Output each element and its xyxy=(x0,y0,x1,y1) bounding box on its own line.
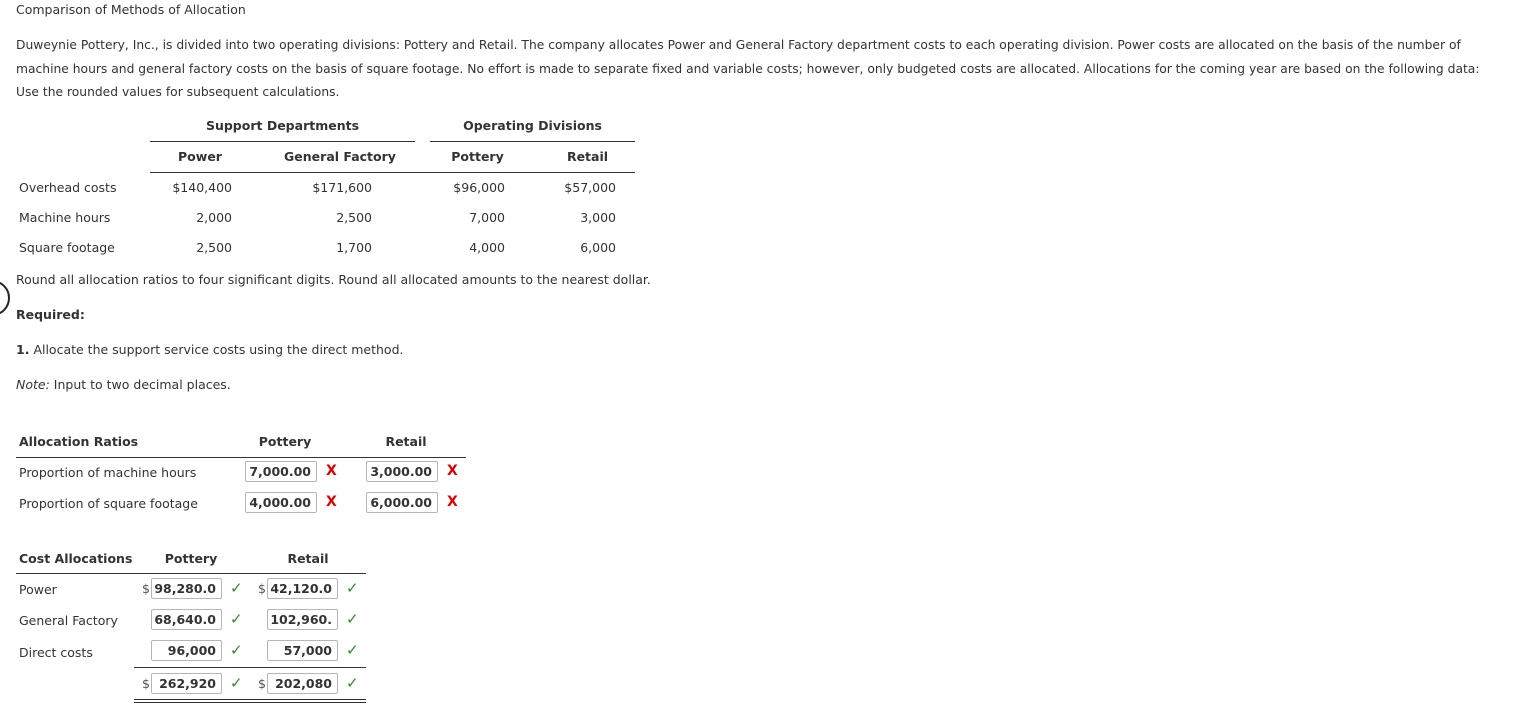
ratios-col-pottery: Pottery xyxy=(258,434,312,449)
currency-symbol: $ xyxy=(142,676,150,691)
divider xyxy=(150,172,635,173)
incorrect-x-icon: X xyxy=(326,494,337,510)
power-retail-input[interactable]: 42,120.0 xyxy=(267,578,338,599)
input-note xyxy=(16,377,231,392)
group-header-support: Support Departments xyxy=(205,118,360,133)
cell-value: 7,000 xyxy=(469,210,505,225)
row-label: Proportion of square footage xyxy=(19,496,198,511)
double-underline xyxy=(134,702,366,703)
total-retail-input[interactable]: 202,080 xyxy=(267,673,338,694)
row-label: Machine hours xyxy=(19,210,111,225)
correct-check-icon: ✓ xyxy=(346,674,359,692)
direct-costs-retail-input[interactable]: 57,000 xyxy=(267,640,338,661)
machine-hours-retail-input[interactable]: 3,000.00 xyxy=(366,461,438,482)
row-label: Overhead costs xyxy=(19,180,117,195)
col-header-retail: Retail xyxy=(566,149,609,164)
cell-value: 6,000 xyxy=(580,240,616,255)
col-header-power: Power xyxy=(178,149,222,164)
general-factory-pottery-input[interactable]: 68,640.0 xyxy=(151,609,222,630)
double-underline xyxy=(134,699,366,700)
divider xyxy=(134,667,366,668)
incorrect-x-icon: X xyxy=(326,463,337,479)
power-pottery-input[interactable]: 98,280.0 xyxy=(151,578,222,599)
divider xyxy=(16,573,366,574)
group-header-operating: Operating Divisions xyxy=(463,118,602,133)
ratios-col-retail: Retail xyxy=(385,434,427,449)
cell-value: $96,000 xyxy=(453,180,505,195)
rounding-note: Round all allocation ratios to four significant digits. Round all allocated amounts to the nearest dollar. xyxy=(16,272,651,287)
divider xyxy=(16,457,466,458)
cell-value: 2,000 xyxy=(196,210,232,225)
correct-check-icon: ✓ xyxy=(230,610,243,628)
general-factory-retail-input[interactable]: 102,960. xyxy=(267,609,338,630)
correct-check-icon: ✓ xyxy=(346,610,359,628)
allocations-col-retail: Retail xyxy=(287,551,329,566)
question-1 xyxy=(16,342,403,357)
cell-value: $171,600 xyxy=(312,180,372,195)
row-label: General Factory xyxy=(19,613,118,628)
currency-symbol: $ xyxy=(142,581,150,596)
allocations-col-pottery: Pottery xyxy=(164,551,218,566)
cell-value: 4,000 xyxy=(469,240,505,255)
allocations-title: Cost Allocations xyxy=(19,551,133,566)
required-label: Required: xyxy=(16,307,85,322)
correct-check-icon: ✓ xyxy=(346,641,359,659)
incorrect-x-icon: X xyxy=(447,494,458,510)
ratios-title: Allocation Ratios xyxy=(19,434,139,449)
row-label: Power xyxy=(19,582,57,597)
cell-value: 3,000 xyxy=(580,210,616,225)
correct-check-icon: ✓ xyxy=(230,641,243,659)
correct-check-icon: ✓ xyxy=(230,674,243,692)
currency-symbol: $ xyxy=(258,676,266,691)
note-label: Note: xyxy=(16,377,50,392)
question-number: 1. xyxy=(16,342,30,357)
machine-hours-pottery-input[interactable]: 7,000.00 xyxy=(245,461,317,482)
correct-check-icon: ✓ xyxy=(230,579,243,597)
col-header-general-factory: General Factory xyxy=(284,149,396,164)
problem-intro: Duweynie Pottery, Inc., is divided into two operating divisions: Pottery and Retail. The company allocates Power and General Factory department costs to each operating division. Power costs are allocated on the basis of the number of machine hours and general factory costs on the basis of square footage. No effort is made to separate fixed and variable costs; however, only budgeted costs are allocated. Allocations for the coming year are based on the following data: Use the rounded values for subsequent calculations. xyxy=(16,38,1480,99)
square-footage-pottery-input[interactable]: 4,000.00 xyxy=(245,492,317,513)
total-pottery-input[interactable]: 262,920 xyxy=(151,673,222,694)
row-label: Direct costs xyxy=(19,645,93,660)
note-text: Input to two decimal places. xyxy=(53,377,231,392)
divider xyxy=(150,141,415,142)
correct-check-icon: ✓ xyxy=(346,579,359,597)
divider xyxy=(430,141,635,142)
row-label: Proportion of machine hours xyxy=(19,465,197,480)
square-footage-retail-input[interactable]: 6,000.00 xyxy=(366,492,438,513)
partial-circle-decoration xyxy=(0,280,10,316)
cell-value: $140,400 xyxy=(172,180,232,195)
currency-symbol: $ xyxy=(258,581,266,596)
incorrect-x-icon: X xyxy=(447,463,458,479)
direct-costs-pottery-input[interactable]: 96,000 xyxy=(151,640,222,661)
cell-value: 2,500 xyxy=(196,240,232,255)
row-label: Square footage xyxy=(19,240,115,255)
page-heading: Comparison of Methods of Allocation xyxy=(16,2,246,17)
col-header-pottery: Pottery xyxy=(451,149,504,164)
cell-value: 2,500 xyxy=(336,210,372,225)
cell-value: $57,000 xyxy=(564,180,616,195)
question-text: Allocate the support service costs using the direct method. xyxy=(33,342,404,357)
cell-value: 1,700 xyxy=(336,240,372,255)
